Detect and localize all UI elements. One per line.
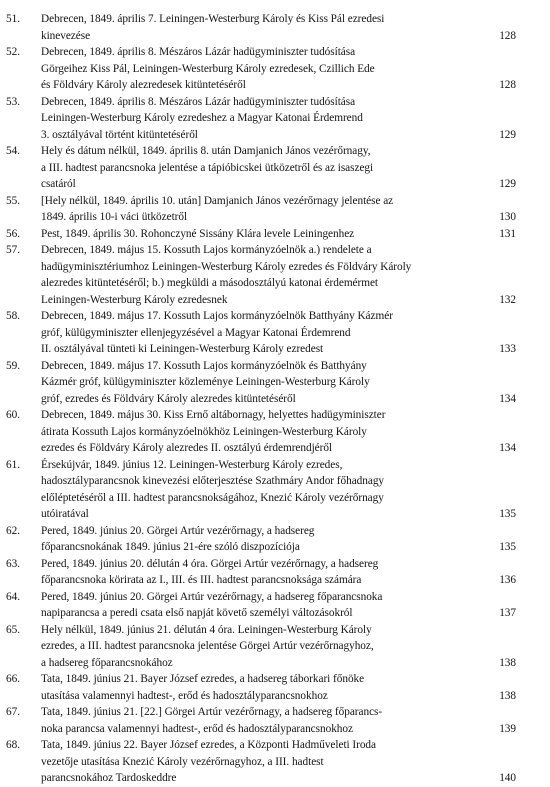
entry-title-line: főparancsnoka körirata az I., III. és III. hadtest parancsnoksága számára bbox=[41, 574, 362, 586]
entry-number: 53. bbox=[6, 95, 20, 108]
entry-title bbox=[41, 457, 514, 523]
entry-title-line: főparancsnokának 1849. június 21-ére szóló diszpozíciója bbox=[41, 541, 300, 553]
entry-title-line: [Hely nélkül, 1849. április 10. után] Damjanich János vezérőrnagy jelentése az bbox=[41, 194, 394, 207]
entry-number: 52. bbox=[6, 46, 20, 58]
toc-entry bbox=[0, 143, 550, 193]
entry-title-line: Pered, 1849. június 20. délután 4 óra. Görgei Artúr vezérőrnagy, a hadsereg bbox=[41, 557, 379, 570]
entry-number: 56. bbox=[6, 227, 20, 240]
entry-number: 51. bbox=[6, 13, 20, 25]
entry-number: 60. bbox=[6, 409, 20, 421]
entry-title-line: Pest, 1849. április 30. Rohonczyné Sissány Klára levele Leiningenhez bbox=[41, 227, 355, 240]
entry-title-line: Debrecen, 1849. április 7. Leiningen-Westerburg Károly és Kiss Pál ezredesi bbox=[41, 13, 385, 25]
entry-title bbox=[41, 737, 514, 787]
entry-page-number: 135 bbox=[499, 541, 516, 553]
entry-title bbox=[41, 226, 514, 243]
entry-title-line: noka parancsa valamennyi hadtest-, erőd és hadosztályparancsnokhoz bbox=[41, 722, 353, 735]
entry-title-line: Hely és dátum nélkül, 1849. április 8. után Damjanich János vezérőrnagy, bbox=[41, 145, 371, 157]
entry-title bbox=[41, 143, 514, 193]
entry-title-line: Leiningen-Westerburg Károly ezredeshez a Magyar Katonai Érdemrend bbox=[41, 112, 363, 124]
toc-entry bbox=[0, 308, 550, 358]
entry-title bbox=[41, 242, 514, 308]
toc-entry bbox=[0, 44, 550, 94]
toc-entry bbox=[0, 622, 550, 672]
entry-title-line: Debrecen, 1849. május 17. Kossuth Lajos kormányzóelnök Batthyány Kázmér bbox=[41, 310, 393, 322]
entry-title-line: hadosztályparancsnok kinevezési előterjesztése Szathmáry Andor főhadnagy bbox=[41, 475, 385, 487]
toc-entry bbox=[0, 193, 550, 226]
entry-page-number: 136 bbox=[499, 574, 516, 586]
toc-entry bbox=[0, 94, 550, 144]
entry-number: 55. bbox=[6, 194, 20, 207]
entry-title-line: alezredes kitüntetéséről; b.) megküldi a másodosztályú katonai érdemérmet bbox=[41, 277, 379, 289]
entry-title-line: Érsekújvár, 1849. június 12. Leiningen-Westerburg Károly ezredes, bbox=[41, 458, 343, 471]
entry-page-number: 133 bbox=[499, 343, 516, 355]
toc-entry bbox=[0, 226, 550, 243]
entry-page-number: 138 bbox=[499, 689, 516, 702]
entry-number: 61. bbox=[6, 458, 20, 471]
entry-title-line: Pered, 1849. június 20. Görgei Artúr vezérőrnagy, a hadsereg főparancsnoka bbox=[41, 590, 383, 603]
entry-title-line: Debrecen, 1849. május 17. Kossuth Lajos kormányzóelnök és Batthyány bbox=[41, 359, 367, 372]
entry-title-line: előléptetéséről a III. hadtest parancsnokságához, Knezić Károly vezérőrnagy bbox=[41, 491, 384, 504]
entry-page-number: 131 bbox=[499, 227, 516, 240]
entry-title-line: ezredes, a III. hadtest parancsnoka jelentése Görgei Artúr vezérőrnagyhoz, bbox=[41, 640, 374, 652]
entry-title-line: hadügyminisztériumhoz Leiningen-Westerburg Károly ezredes és Földváry Károly bbox=[41, 260, 412, 273]
entry-page-number: 130 bbox=[499, 211, 516, 223]
entry-title bbox=[41, 193, 514, 226]
toc-entry bbox=[0, 11, 550, 44]
entry-page-number: 140 bbox=[499, 772, 516, 784]
entry-title bbox=[41, 44, 514, 94]
entry-title-line: 3. osztályával történt kitüntetéséről bbox=[41, 128, 198, 141]
entry-title-line: utasítása valamennyi hadtest-, erőd és hadosztályparancsnokhoz bbox=[41, 689, 328, 702]
entry-title-line: Pered, 1849. június 20. Görgei Artúr vezérőrnagy, a hadsereg bbox=[41, 524, 315, 537]
entry-number: 57. bbox=[6, 244, 20, 256]
entry-title-line: Tata, 1849. június 21. Bayer József ezredes, a hadsereg táborkari főnöke bbox=[41, 673, 365, 685]
entry-title-line: utóiratával bbox=[41, 508, 89, 520]
entry-page-number: 128 bbox=[499, 29, 516, 42]
entry-title-line: kinevezése bbox=[41, 29, 91, 42]
entry-title bbox=[41, 704, 514, 737]
toc-entry bbox=[0, 737, 550, 787]
entry-number: 64. bbox=[6, 590, 20, 603]
entry-title-line: Hely nélkül, 1849. június 21. délután 4 óra. Leiningen-Westerburg Károly bbox=[41, 623, 372, 636]
entry-title-line: vezetője utasítása Knezić Károly vezérőrnagyhoz, a III. hadtest bbox=[41, 755, 324, 768]
entry-page-number: 132 bbox=[499, 293, 516, 306]
toc-entry bbox=[0, 671, 550, 704]
toc-entry bbox=[0, 407, 550, 457]
table-of-contents bbox=[0, 11, 550, 787]
entry-title bbox=[41, 94, 514, 144]
entry-title-line: Debrecen, 1849. április 8. Mészáros Lázár hadügyminiszter tudósítása bbox=[41, 95, 356, 108]
entry-number: 68. bbox=[6, 739, 20, 751]
entry-page-number: 134 bbox=[499, 442, 516, 454]
entry-title-line: 1849. április 10-i váci ütközetről bbox=[41, 211, 188, 223]
entry-title-line: parancsnokához Tardoskeddre bbox=[41, 772, 177, 784]
entry-title bbox=[41, 358, 514, 408]
entry-title-line: a hadsereg főparancsnokához bbox=[41, 656, 173, 669]
entry-title bbox=[41, 671, 514, 704]
entry-page-number: 135 bbox=[499, 508, 516, 520]
toc-entry bbox=[0, 704, 550, 737]
entry-title bbox=[41, 11, 514, 44]
entry-title-line: Tata, 1849. június 21. [22.] Görgei Artúr vezérőrnagy, a hadsereg főparancs- bbox=[41, 706, 383, 718]
entry-title-line: napiparancsa a peredi csata első napját követő személyi változásokról bbox=[41, 607, 353, 619]
entry-title bbox=[41, 622, 514, 672]
entry-number: 66. bbox=[6, 673, 20, 685]
toc-entry bbox=[0, 523, 550, 556]
toc-entry bbox=[0, 556, 550, 589]
entry-title-line: Kázmér gróf, külügyminiszter közleménye Leiningen-Westerburg Károly bbox=[41, 376, 370, 388]
entry-title-line: ezredes és Földváry Károly alezredes II. osztályú érdemrendjéről bbox=[41, 442, 333, 454]
entry-title-line: csatáról bbox=[41, 178, 76, 190]
entry-number: 65. bbox=[6, 623, 20, 636]
entry-title-line: Görgeihez Kiss Pál, Leiningen-Westerburg Károly ezredesek, Czillich Ede bbox=[41, 62, 375, 75]
entry-number: 54. bbox=[6, 145, 20, 157]
entry-title-line: Tata, 1849. június 22. Bayer József ezredes, a Központi Hadműveleti Iroda bbox=[41, 739, 376, 751]
entry-title-line: a III. hadtest parancsnoka jelentése a tápióbicskei ütközetről és az isaszegi bbox=[41, 161, 374, 174]
entry-title bbox=[41, 589, 514, 622]
entry-title bbox=[41, 308, 514, 358]
entry-page-number: 137 bbox=[499, 607, 516, 619]
entry-title bbox=[41, 556, 514, 589]
entry-number: 62. bbox=[6, 524, 20, 537]
toc-entry bbox=[0, 358, 550, 408]
entry-title-line: II. osztályával tünteti ki Leiningen-Westerburg Károly ezredest bbox=[41, 343, 324, 355]
entry-title-line: Debrecen, 1849. május 15. Kossuth Lajos kormányzóelnök a.) rendelete a bbox=[41, 244, 372, 256]
toc-entry bbox=[0, 589, 550, 622]
entry-page-number: 129 bbox=[499, 178, 516, 190]
entry-page-number: 129 bbox=[499, 128, 516, 141]
toc-entry bbox=[0, 457, 550, 523]
entry-title-line: átirata Kossuth Lajos kormányzóelnökhöz Leiningen-Westerburg Károly bbox=[41, 425, 367, 438]
entry-page-number: 139 bbox=[499, 722, 516, 735]
toc-entry bbox=[0, 242, 550, 308]
entry-number: 58. bbox=[6, 310, 20, 322]
entry-title-line: Debrecen, 1849. április 8. Mészáros Lázár hadügyminiszter tudósítása bbox=[41, 46, 356, 58]
entry-number: 67. bbox=[6, 706, 20, 718]
entry-title-line: gróf, külügyminiszter ellenjegyzésével a Magyar Katonai Érdemrend bbox=[41, 326, 351, 339]
entry-title-line: Leiningen-Westerburg Károly ezredesnek bbox=[41, 293, 228, 306]
entry-title-line: Debrecen, 1849. május 30. Kiss Ernő altábornagy, helyettes hadügyminiszter bbox=[41, 409, 386, 421]
entry-number: 59. bbox=[6, 359, 20, 372]
entry-title-line: és Földváry Károly alezredesek kitüntetéséről bbox=[41, 79, 246, 91]
entry-title bbox=[41, 523, 514, 556]
entry-number: 63. bbox=[6, 557, 20, 570]
entry-page-number: 138 bbox=[499, 656, 516, 669]
entry-page-number: 134 bbox=[499, 392, 516, 405]
entry-title bbox=[41, 407, 514, 457]
entry-title-line: gróf, ezredes és Földváry Károly alezredes kitüntetéséről bbox=[41, 392, 296, 405]
entry-page-number: 128 bbox=[499, 79, 516, 91]
